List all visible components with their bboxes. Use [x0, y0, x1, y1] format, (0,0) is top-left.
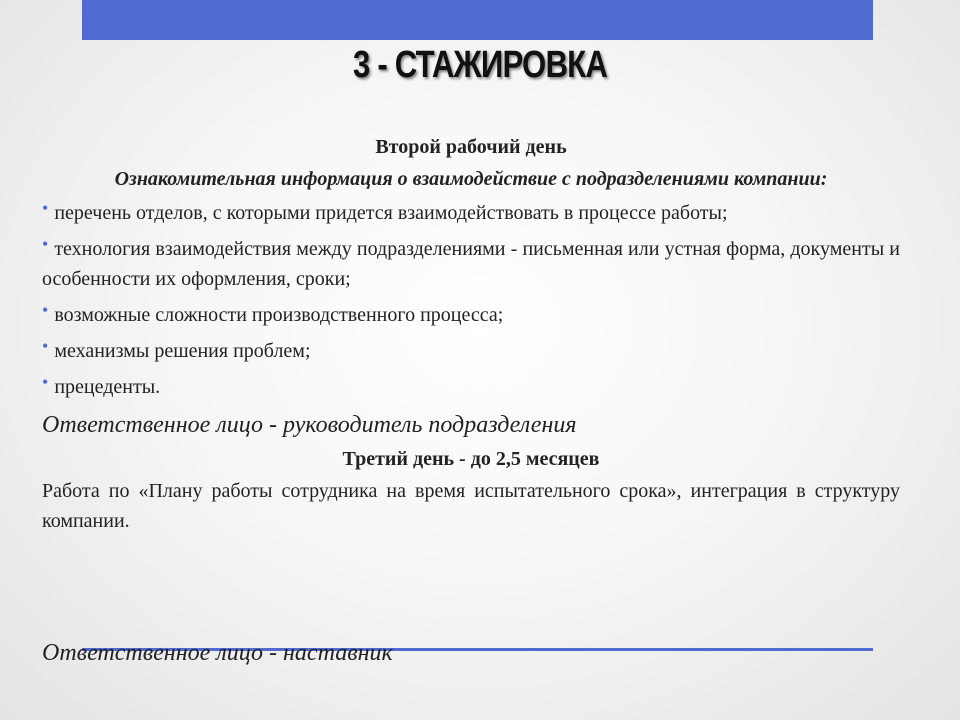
bullet-icon: •: [42, 336, 49, 356]
responsible-person-2: Ответственное лицо - наставник: [42, 640, 393, 666]
day3-heading: Третий день - до 2,5 месяцев: [342, 448, 600, 470]
bullet-item: • механизмы решения проблем;: [42, 336, 311, 362]
bullet-item: • технология взаимодействия между подразделениями - письменная или устная форма, документы и особенности их оформления, сроки;: [42, 234, 900, 290]
bullet-icon: •: [42, 198, 49, 218]
intro-text: Ознакомительная информация о взаимодействие с подразделениями компании:: [114, 168, 828, 190]
day3-text: Работа по «Плану работы сотрудника на время испытательного срока», интеграция в структуру компании.: [42, 480, 900, 532]
top-accent-bar: [82, 0, 873, 40]
bullet-icon: •: [42, 234, 49, 254]
bullet-icon: •: [42, 372, 49, 392]
subheading: Второй рабочий день: [375, 136, 567, 158]
bullet-item: • прецеденты.: [42, 372, 161, 398]
bullet-item: • возможные сложности производственного процесса;: [42, 300, 504, 326]
bullet-icon: •: [42, 300, 49, 320]
bullet-item: • перечень отделов, с которыми придется взаимодействовать в процессе работы;: [42, 198, 728, 224]
slide-body: [42, 132, 900, 536]
responsible-person-1: Ответственное лицо - руководитель подразделения: [42, 412, 577, 438]
slide-title: 3 - СТАЖИРОВКА: [352, 44, 608, 86]
